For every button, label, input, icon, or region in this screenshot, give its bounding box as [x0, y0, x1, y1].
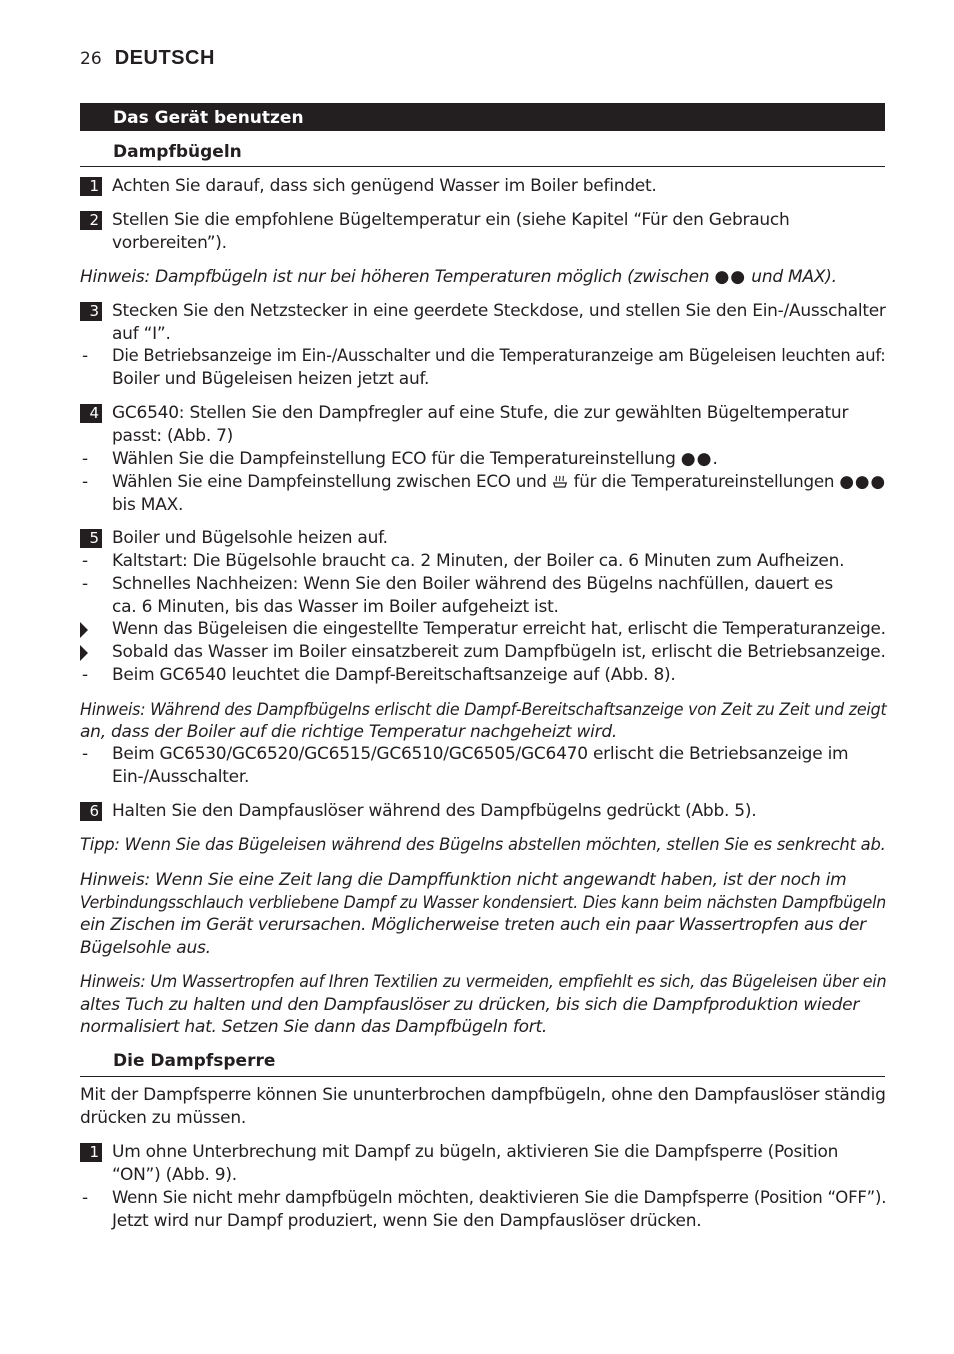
dash-item-text: ca. 6 Minuten, bis das Wasser im Boiler aufgeheizt ist.	[112, 597, 559, 617]
note-text: Verbindungsschlauch verbliebene Dampf zu Wasser kondensiert. Dies kann beim nächsten Dampfbügeln	[80, 893, 886, 913]
dash-item-text: Jetzt wird nur Dampf produziert, wenn Sie den Dampfauslöser drücken.	[112, 1211, 702, 1231]
note-text-part: und MAX).	[746, 267, 837, 287]
step-text: “ON”) (Abb. 9).	[112, 1165, 237, 1185]
step-number: 1	[80, 177, 102, 196]
note-text	[80, 266, 837, 289]
note-text: ein Zischen im Gerät verursachen. Möglicherweise treten auch ein paar Wassertropfen aus der	[80, 915, 866, 935]
page-header	[80, 47, 215, 75]
temperature-dots: ●●	[680, 449, 713, 469]
step-number: 3	[80, 302, 102, 321]
step-text: Halten Sie den Dampfauslöser während des Dampfbügelns gedrückt (Abb. 5).	[112, 801, 757, 821]
step-number: 5	[80, 529, 102, 548]
step-text: Stellen Sie die empfohlene Bügeltemperatur ein (siehe Kapitel “Für den Gebrauch	[112, 210, 790, 230]
section-title: Das Gerät benutzen	[113, 108, 304, 128]
steam-icon	[552, 473, 569, 496]
text-part: Wählen Sie die Dampfeinstellung ECO für die Temperatureinstellung	[112, 449, 681, 469]
step-number: 4	[80, 404, 102, 423]
step-text: vorbereiten”).	[112, 233, 227, 253]
language-title: DEUTSCH	[114, 47, 215, 69]
note-text: Bügelsohle aus.	[80, 938, 211, 958]
text-part: für die Temperatureinstellungen	[568, 472, 840, 492]
note-text-part: Hinweis: Dampfbügeln ist nur bei höheren Temperaturen möglich (zwischen	[80, 267, 715, 287]
result-bullet-icon	[80, 645, 88, 661]
dash-item-text	[112, 471, 886, 496]
subheading-dampfsperre	[80, 1049, 885, 1077]
dash-item-text: Schnelles Nachheizen: Wenn Sie den Boiler während des Bügelns nachfüllen, dauert es	[112, 574, 833, 594]
step-number: 1	[80, 1143, 102, 1162]
temperature-dots: ●●	[714, 267, 747, 287]
step-text: GC6540: Stellen Sie den Dampfregler auf eine Stufe, die zur gewählten Bügeltemperatur	[112, 403, 849, 423]
note-text: an, dass der Boiler auf die richtige Temperatur nachgeheizt wird.	[80, 722, 618, 742]
dash-marker: -	[82, 449, 89, 469]
step-text: auf “I”.	[112, 324, 171, 344]
dash-marker: -	[82, 744, 89, 764]
temperature-dots: ●●●	[839, 472, 887, 492]
step-text: passt: (Abb. 7)	[112, 426, 234, 446]
result-text: Wenn das Bügeleisen die eingestellte Temperatur erreicht hat, erlischt die Temperaturanzeige.	[112, 619, 886, 639]
note-text: normalisiert hat. Setzen Sie dann das Dampfbügeln fort.	[80, 1017, 548, 1037]
step-text: Um ohne Unterbrechung mit Dampf zu bügeln, aktivieren Sie die Dampfsperre (Position	[112, 1142, 839, 1162]
page-number: 26	[80, 49, 102, 69]
step-text: Boiler und Bügelsohle heizen auf.	[112, 528, 388, 548]
dash-marker: -	[82, 346, 89, 366]
tip-text: Tipp: Wenn Sie das Bügeleisen während des Bügelns abstellen möchten, stellen Sie es senkrecht ab.	[80, 835, 886, 855]
paragraph-text: Mit der Dampfsperre können Sie ununterbrochen dampfbügeln, ohne den Dampfauslöser ständig	[80, 1085, 886, 1105]
note-text: Hinweis: Wenn Sie eine Zeit lang die Dampffunktion nicht angewandt haben, ist der noch im	[80, 870, 847, 890]
dash-item-text: Beim GC6540 leuchtet die Dampf-Bereitschaftsanzeige auf (Abb. 8).	[112, 665, 676, 685]
dash-marker: -	[82, 472, 89, 492]
step-text: Stecken Sie den Netzstecker in eine geerdete Steckdose, und stellen Sie den Ein-/Ausschalter	[112, 301, 886, 321]
dash-item-text: Beim GC6530/GC6520/GC6515/GC6510/GC6505/GC6470 erlischt die Betriebsanzeige im	[112, 744, 849, 764]
text-part: .	[712, 449, 718, 469]
dash-marker: -	[82, 551, 89, 571]
subheading-dampfbuegeln	[80, 140, 885, 167]
paragraph-text: drücken zu müssen.	[80, 1108, 247, 1128]
step-number: 2	[80, 211, 102, 230]
step-number: 6	[80, 802, 102, 821]
dash-item-text	[112, 448, 718, 471]
result-bullet-icon	[80, 622, 88, 638]
dash-item-text: Kaltstart: Die Bügelsohle braucht ca. 2 Minuten, der Boiler ca. 6 Minuten zum Aufheizen.	[112, 551, 845, 571]
dash-marker: -	[82, 665, 89, 685]
dash-item-text: Wenn Sie nicht mehr dampfbügeln möchten, deaktivieren Sie die Dampfsperre (Position “OFF”).	[112, 1188, 887, 1208]
dash-item-text: Ein-/Ausschalter.	[112, 767, 250, 787]
subheading-label: Die Dampfsperre	[113, 1051, 276, 1071]
note-text: altes Tuch zu halten und den Dampfauslöser zu drücken, bis sich die Dampfproduktion wieder	[80, 995, 860, 1015]
step-text: Achten Sie darauf, dass sich genügend Wasser im Boiler befindet.	[112, 176, 657, 196]
dash-item-text: Boiler und Bügeleisen heizen jetzt auf.	[112, 369, 430, 389]
note-text: Hinweis: Um Wassertropfen auf Ihren Textilien zu vermeiden, empfiehlt es sich, das Bügeleisen über ein	[80, 972, 887, 992]
dash-item-text: bis MAX.	[112, 495, 184, 515]
result-text: Sobald das Wasser im Boiler einsatzbereit zum Dampfbügeln ist, erlischt die Betriebsanzeige.	[112, 642, 886, 662]
note-text: Hinweis: Während des Dampfbügelns erlischt die Dampf-Bereitschaftsanzeige von Zeit zu Zeit und zeigt	[80, 700, 887, 720]
section-heading-bar	[80, 103, 885, 131]
subheading-label: Dampfbügeln	[113, 142, 242, 162]
dash-marker: -	[82, 1188, 89, 1208]
text-part: Wählen Sie eine Dampfeinstellung zwischen ECO und	[112, 472, 552, 492]
dash-item-text: Die Betriebsanzeige im Ein-/Ausschalter und die Temperaturanzeige am Bügeleisen leuchten auf:	[112, 346, 886, 366]
dash-marker: -	[82, 574, 89, 594]
